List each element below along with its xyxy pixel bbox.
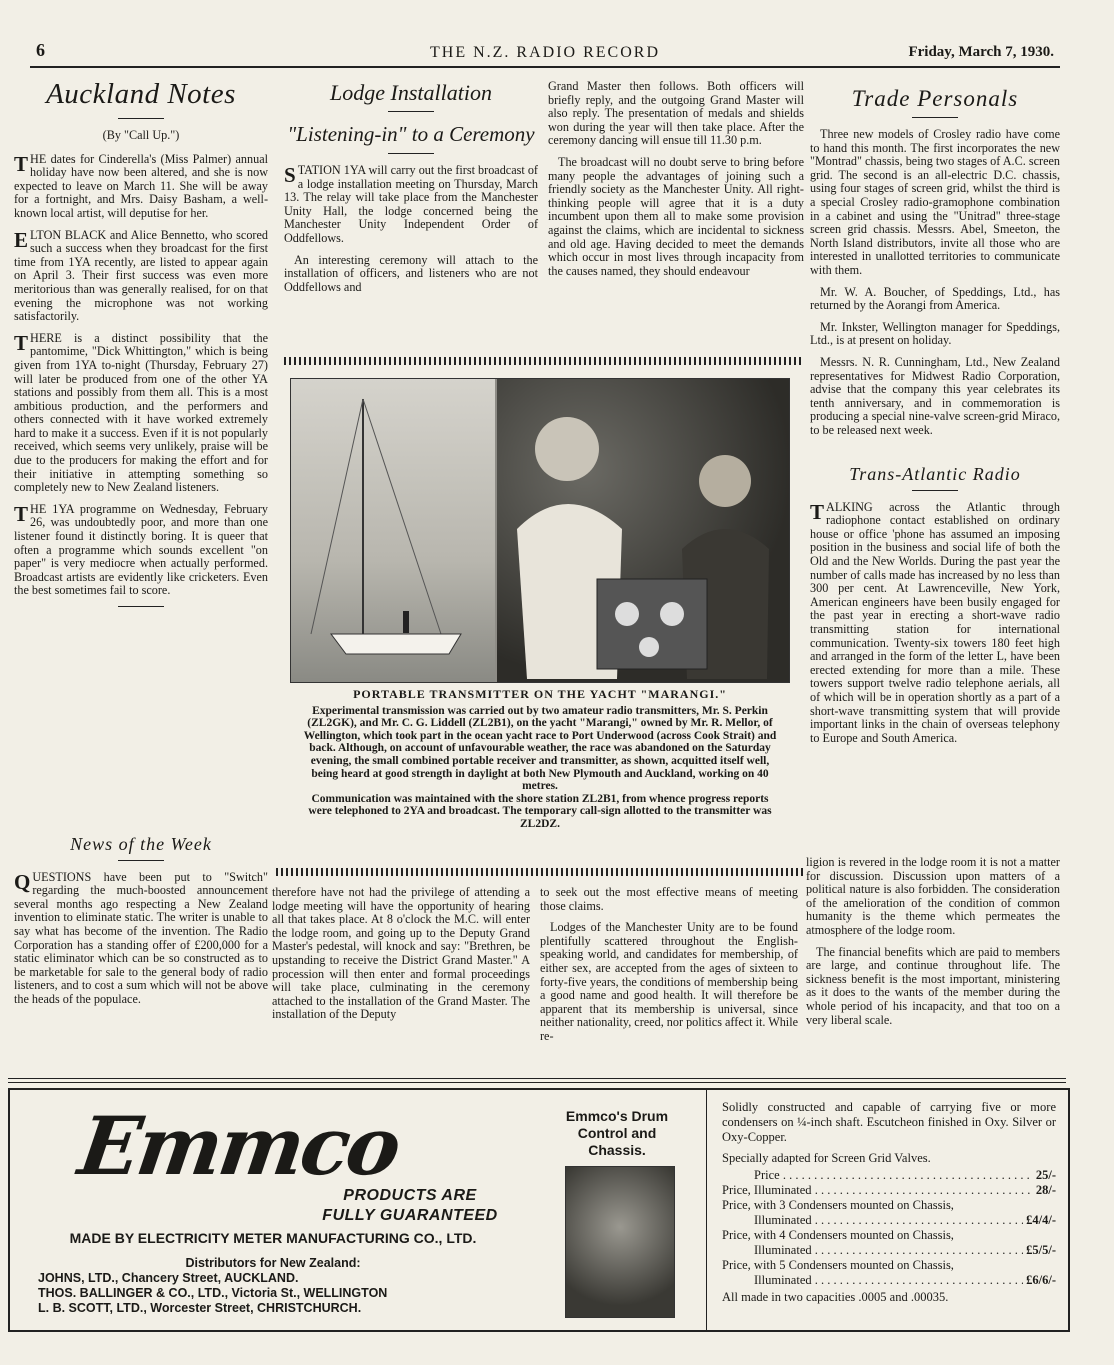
price-row xyxy=(722,1213,1056,1228)
ad-divider xyxy=(706,1090,707,1330)
auckland-paragraph: THE 1YA programme on Wednesday, February 26, was undoubtedly poor, and more than one listener found it distinctly boring. It is queer that often a programme which sounds excellent "on paper" is very mediocre when actually performed. Broadcast artists are evidently like cricketers. Even the best sometimes fail to score. xyxy=(14,501,268,598)
divider xyxy=(118,860,164,861)
distributor: L. B. SCOTT, LTD., Worcester Street, CHRISTCHURCH. xyxy=(38,1301,362,1315)
trans-atlantic-heading: Trans-Atlantic Radio xyxy=(849,464,1021,484)
divider xyxy=(388,153,434,154)
news-paragraph: QUESTIONS have been put to "Switch" regarding the much-boosted announcement several months ago respecting a New Zealand invention to eliminate static. The writer is unable to say what has become of the invention. The Radio Corporation has a standing offer of £200,000 for a static eliminator which can be so constructed as to be marketable for sale to the general body of radio listeners, and to cost a sum which will not be above the heads of the populace. xyxy=(14,869,268,1006)
ad-top-rule xyxy=(8,1082,1066,1083)
yacht-image xyxy=(291,379,495,682)
lodge-installation-heading: Lodge Installation xyxy=(330,80,492,105)
price-value: £5/5/- xyxy=(1026,1243,1056,1257)
distributor: THOS. BALLINGER & CO., LTD., Victoria St., WELLINGTON xyxy=(38,1286,388,1300)
price-label: Price . . . xyxy=(754,1168,1033,1183)
drum-control-image xyxy=(565,1166,675,1318)
emmco-advertisement xyxy=(8,1088,1070,1332)
divider xyxy=(388,111,434,112)
ad-top-rule xyxy=(8,1078,1066,1079)
ornamental-separator xyxy=(276,868,804,876)
lodge-paragraph: ligion is revered in the lodge room it is not a matter for discussion. Discussion upon matters of a political nature is also forbidden. The consideration of the amelioration of the condition of common humanity is the theme which permeates the atmosphere of the lodge room. xyxy=(806,855,1060,937)
trans-atlantic-column xyxy=(810,462,1060,753)
caption-text: Experimental transmission was carried out by two amateur radio transmitters, Mr. S. Perkin (ZL2GK), and Mr. C. G. Liddell (ZL2B1), on the yacht "Marangi," owned by Mr. R. Mellor, of Wellington, which took part in the ocean yacht race to Port Underwood (across Cook Strait) and back. Although, on account of unfavourable weather, the race was abandoned on the Saturday evening, the small combined portable receiver and transmitter, as shown, acquitted itself well, being heard at good strength in daylight at both New Plymouth and Auckland, working on 40 metres. xyxy=(303,704,777,793)
issue-date: Friday, March 7, 1930. xyxy=(908,44,1054,60)
price-value: 25/- xyxy=(1035,1168,1056,1182)
price-row: Price, with 5 Condensers mounted on Chassis, xyxy=(722,1258,954,1272)
trade-paragraph: Messrs. N. R. Cunningham, Ltd., New Zealand representatives for Midwest Radio Corporation, advise that the company this year celebrates its tenth anniversary, and in commemoration is producing a special nine-valve screen-grid Miraco, to be released next week. xyxy=(810,354,1060,437)
price-label: Illuminated . . . xyxy=(754,1213,1023,1228)
price-value: £6/6/- xyxy=(1026,1273,1056,1287)
price-row: Price, with 4 Condensers mounted on Chassis, xyxy=(722,1228,954,1242)
guarantee-line: PRODUCTS ARE xyxy=(343,1187,477,1204)
lodge-paragraph: Lodges of the Manchester Unity are to be found plentifully scattered throughout the English-speaking world, and candidates for membership, of either sex, are accepted from the ages of sixteen to forty-five years, the conditions of membership being a good name and good health. It will therefore be apparent that its membership is universal, since neither nationality, creed, nor politics affect it. While re- xyxy=(540,920,798,1043)
news-of-week-heading: News of the Week xyxy=(70,834,212,854)
lodge-paragraph: An interesting ceremony will attach to the installation of officers, and listeners who are not Oddfellows and xyxy=(284,252,538,294)
manufacturer: MADE BY ELECTRICITY METER MANUFACTURING CO., LTD. xyxy=(69,1230,477,1246)
price-row xyxy=(722,1273,1056,1288)
yacht-photograph xyxy=(290,378,790,683)
distributor: JOHNS, LTD., Chancery Street, AUCKLAND. xyxy=(38,1271,299,1285)
price-label: Illuminated . . . xyxy=(754,1273,1023,1288)
byline: (By "Call Up.") xyxy=(102,128,180,142)
product-description: Solidly constructed and capable of carrying five or more condensers on ¼-inch shaft. Escutcheon finished in Oxy. Silver or Oxy-Copper. xyxy=(722,1100,1056,1144)
emmco-logo: Emmco xyxy=(73,1099,404,1193)
guarantee-text xyxy=(310,1186,510,1226)
lodge-paragraph: The financial benefits which are paid to members are large, and continue throughout life. The sickness benefit is the most important, ministering as it does to the wants of the member during the whole period of his incapacity, and that too on a very liberal scale. xyxy=(806,944,1060,1027)
trade-paragraph: Mr. W. A. Boucher, of Speddings, Ltd., has returned by the Aorangi from America. xyxy=(810,284,1060,313)
auckland-notes-heading: Auckland Notes xyxy=(46,78,236,110)
lodge-bottom-column xyxy=(806,856,1060,1035)
news-of-week-column xyxy=(14,832,268,1015)
drum-title-line: Control and xyxy=(577,1125,657,1141)
auckland-paragraph: THE dates for Cinderella's (Miss Palmer) annual holiday have now been altered, and she is now expected to leave on March 11. She will be away for a fortnight, and Mrs. Daisy Basham, a well-known local artist, will deputise for her. xyxy=(14,151,268,220)
price-row xyxy=(722,1183,1056,1198)
auckland-paragraph: THERE is a distinct possibility that the pantomime, "Dick Whittington," which is being given from 1YA to-night (Thursday, February 27) will later be produced from one of the other YA stations and possibly from them all. This is a most ambitious production, and the performers and others connected with it have worked extremely hard to make it a success. Even if it is not popularly received, which seems very unlikely, praise will be due to the producers for making the effort and for their initiative in attempting something so completely new to New Zealand listeners. xyxy=(14,330,268,495)
distributors-heading: Distributors for New Zealand: xyxy=(185,1256,361,1270)
lodge-continued-column xyxy=(548,80,804,286)
price-rows xyxy=(722,1168,1056,1288)
lodge-subheading: "Listening-in" to a Ceremony xyxy=(287,122,535,146)
capacities-note: All made in two capacities .0005 and .00035. xyxy=(722,1290,949,1304)
auckland-notes-column xyxy=(14,74,268,617)
masthead: THE N.Z. RADIO RECORD xyxy=(430,44,660,61)
trade-personals-heading: Trade Personals xyxy=(851,86,1019,111)
divider xyxy=(118,118,164,119)
yacht-illustration xyxy=(291,379,495,682)
guarantee-line: FULLY GUARANTEED xyxy=(322,1207,498,1224)
lodge-bottom-column xyxy=(272,886,530,1030)
lodge-paragraph: therefore have not had the privilege of attending a lodge meeting will have the opportunity of hearing all that takes place. At 8 o'clock the M.C. will enter the lodge room, and going up to the Deputy Grand Master's pedestal, will knock and say: "Brethren, be upstanding to receive the District Grand Master." A procession will then enter and formal proceedings will take place, culminating in the ceremony attached to the installation of the Grand Master. The installation of the Deputy xyxy=(272,885,530,1022)
price-value: 28/- xyxy=(1035,1183,1056,1197)
lodge-installation-column xyxy=(284,74,538,302)
lodge-paragraph: Grand Master then follows. Both officers will briefly reply, and the outgoing Grand Master will also reply. The presentation of medals and shields won during the year will then take place. After the ceremony dancing will ensue till 11.30 p.m. xyxy=(548,79,804,148)
page-header xyxy=(30,40,1060,68)
adapted-note: Specially adapted for Screen Grid Valves. xyxy=(722,1151,931,1165)
lodge-bottom-column xyxy=(540,886,798,1052)
price-row: Price, with 3 Condensers mounted on Chassis, xyxy=(722,1198,954,1212)
distributors xyxy=(38,1256,508,1316)
trade-personals-column xyxy=(810,80,1060,445)
price-label: Price, Illuminated . . . xyxy=(722,1183,1033,1198)
trans-atlantic-paragraph: TALKING across the Atlantic through radiophone contact established on ordinary house or office 'phone has assumed an imposing position in the business and social life of both the Old and the New Worlds. During the past year the number of calls made has increased by no less than 300 per cent. At Lawrenceville, New York, American engineers have been busily engaged for the past year in erecting a short-wave radio transmitting station for international communication. Twenty-six towers 180 feet high and arranged in the form of the letter L, have been erected extending for more than a mile. These towers support twelve radio telephone aerials, all of which will be in operation shortly as a part of a short-wave transmitting system that will provide important links in the chain of overseas telephony to Europe and South America. xyxy=(810,499,1060,745)
drum-control-title xyxy=(532,1108,702,1159)
lodge-paragraph: The broadcast will no doubt serve to bring before many people the advantages of joining such a friendly society as the Manchester Unity. All right-thinking people will agree that it is a duty incumbent upon them all to make some provision against the claims, which are incidental to sickness and old age. Having decided to meet the demands which occur in most lives through incapacity from the causes named, they should endeavour xyxy=(548,154,804,278)
divider xyxy=(912,490,958,491)
operators-image xyxy=(497,379,789,682)
price-row xyxy=(722,1243,1056,1258)
caption-title: PORTABLE TRANSMITTER ON THE YACHT "MARANGI." xyxy=(353,687,727,701)
page-number: 6 xyxy=(36,40,45,60)
price-value: £4/4/- xyxy=(1026,1213,1056,1227)
divider xyxy=(912,117,958,118)
price-row xyxy=(722,1168,1056,1183)
trade-paragraph: Three new models of Crosley radio have come to hand this month. The first incorporates the new "Montrad" chassis, being two stages of A.C. screen grid. The second is an all-electric D.C. chassis, using four stages of screen grid, whilst the third is a special Crosley radio-gramophone combination in a cabinet and using the "Unitrad" three-stage screen grid chassis. Messrs. Abel, Smeeton, the North Island distributors, invite all those who are interested in unallotted territories to communicate with them. xyxy=(810,127,1060,277)
price-label: Illuminated . . . xyxy=(754,1243,1023,1258)
drum-title-line: Emmco's Drum xyxy=(565,1108,669,1124)
drum-title-line: Chassis. xyxy=(588,1142,646,1158)
operators-illustration xyxy=(497,379,789,682)
ornamental-separator xyxy=(284,357,804,365)
trade-paragraph: Mr. Inkster, Wellington manager for Speddings, Ltd., is at present on holiday. xyxy=(810,319,1060,348)
auckland-paragraph: ELTON BLACK and Alice Bennetto, who scored such a success when they broadcast for the first time from 1YA recently, are listed to appear again on April 3. Their first success was even more meritorious than was generally realised, for on that evening the microphone was not working satisfactorily. xyxy=(14,227,268,324)
lodge-paragraph: to seek out the most effective means of meeting those claims. xyxy=(540,885,798,913)
divider xyxy=(118,606,164,607)
caption-text: Communication was maintained with the shore station ZL2B1, from whence progress reports were telephoned to 2YA and broadcast. The temporary call-sign allotted to the transmitter was ZL2DZ. xyxy=(308,792,772,830)
photo-caption xyxy=(300,688,780,831)
lodge-paragraph: STATION 1YA will carry out the first broadcast of a lodge installation meeting on Thursday, March 13. The relay will take place from the Manchester Unity Hall, the lodge concerned being the Manchester Unity Independent Order of Oddfellows. xyxy=(284,163,538,245)
price-list xyxy=(722,1100,1056,1305)
